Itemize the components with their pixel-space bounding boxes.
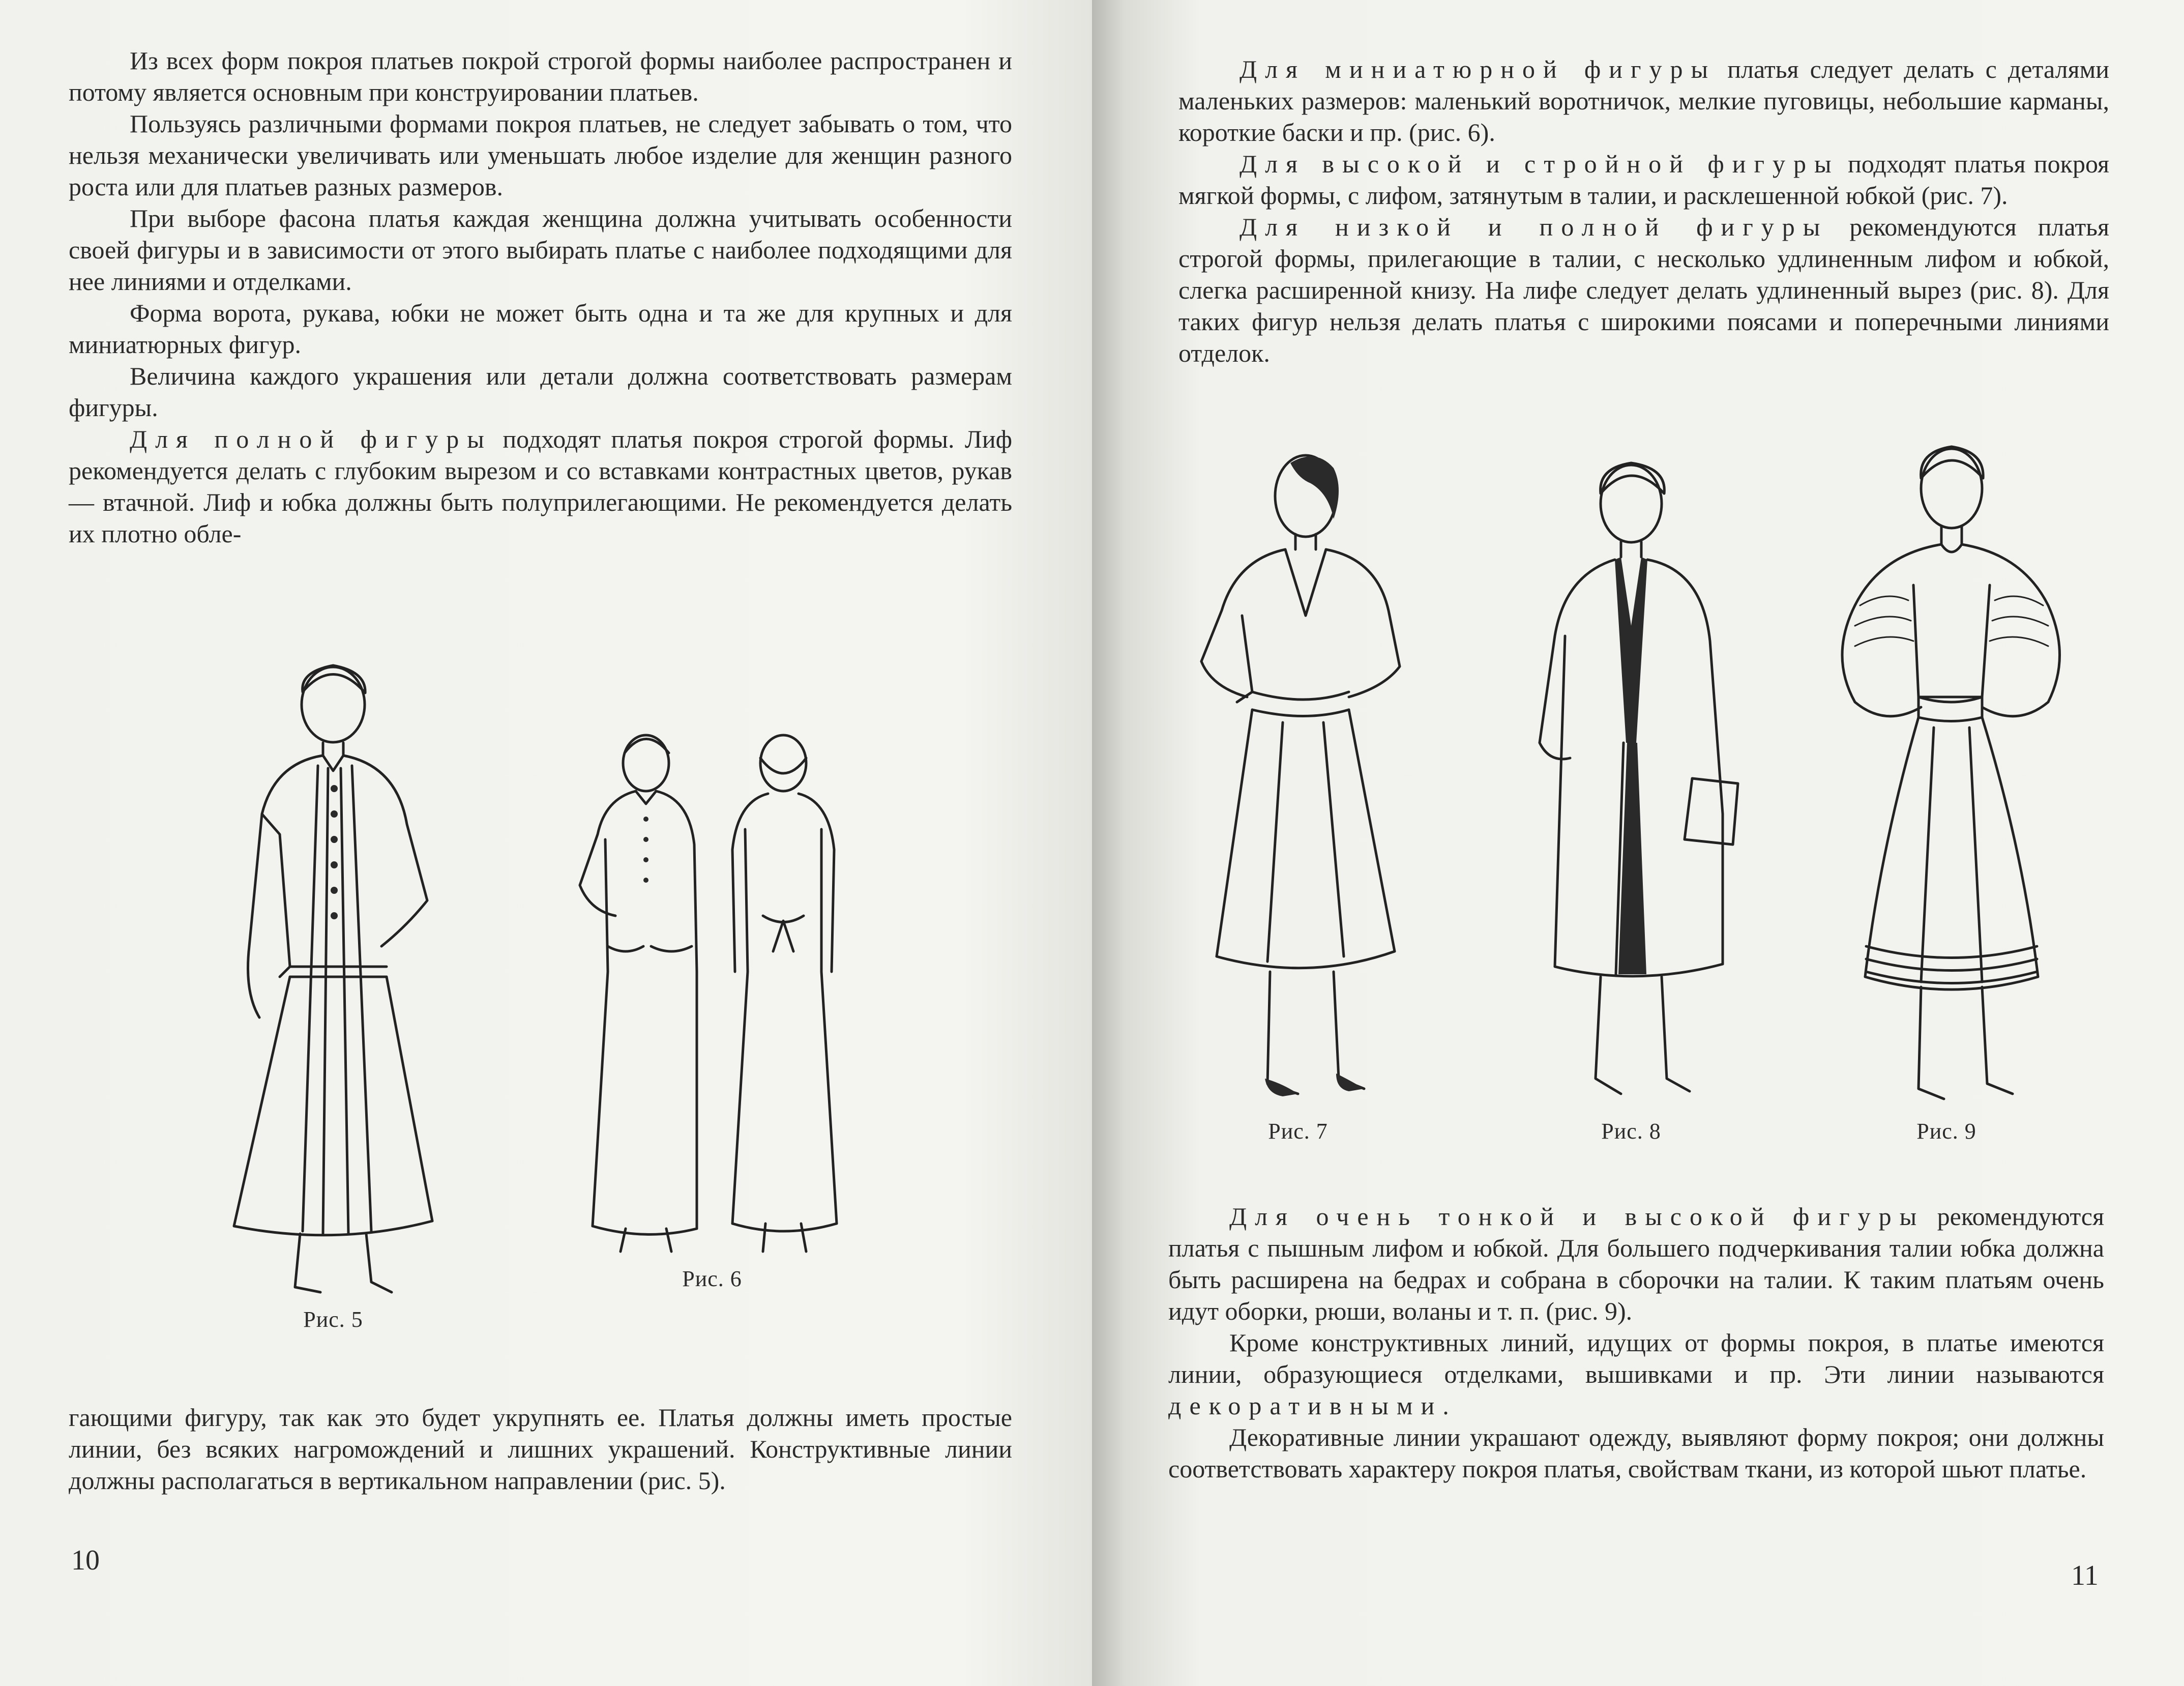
figure-6 bbox=[570, 728, 854, 1292]
paragraph-thin-tall: Для очень тонкой и высокой фигуры рекомендуются платья с пышным лифом и юбкой. Для большего подчеркивания талии юбка должна быть расширена на бедрах и собрана в сборочки на талии. К таким платьям очень идут оборки, рюши, воланы и т. п. (рис. 9). bbox=[1168, 1202, 2105, 1325]
paragraph: При выборе фасона платья каждая женщина должна учитывать особенности своей фигуры и в зависимости от этого выбирать платье с наиболее подходящими для нее линиями и отделками. bbox=[69, 204, 1012, 296]
dress-illustration bbox=[570, 728, 854, 1257]
paragraph: Пользуясь различными формами покроя платьев, не следует забывать о том, что нельзя механически увеличивать или уменьшать любое изделие для женщин разного роста или для платьев разных размеров. bbox=[69, 109, 1012, 201]
paragraph-short-full: Для низкой и полной фигуры рекомендуются платья строгой формы, прилегающие в талии, с несколько удлиненным лифом и юбкой, слегка расширенной книзу. На лифе следует делать удлиненный вырез (рис. 8). Для таких фигур нельзя делать платья с широкими поясами и поперечными линиями отделок. bbox=[1178, 213, 2109, 367]
paragraph: Величина каждого украшения или детали должна соответствовать размерам фигуры. bbox=[69, 362, 1012, 422]
paragraph-miniature: Для миниатюрной фигуры платья следует делать с деталями маленьких размеров: маленький воротничок, мелкие пуговицы, небольшие карманы, короткие баски и пр. (рис. 6). bbox=[1178, 55, 2109, 147]
dress-illustration bbox=[214, 661, 453, 1297]
right-text-bottom bbox=[1168, 1201, 2104, 1485]
left-text-bottom bbox=[69, 1402, 1012, 1496]
figure-caption: Рис. 8 bbox=[1601, 1119, 1661, 1144]
paragraph-tall-slim: Для высокой и стройной фигуры подходят платья покроя мягкой формы, с лифом, затянутым в талии, и расклешенной юбкой (рис. 7). bbox=[1178, 150, 2109, 210]
coat-illustration bbox=[1514, 458, 1748, 1109]
dress-illustration bbox=[1819, 443, 2074, 1109]
figure-8 bbox=[1514, 458, 1748, 1144]
paragraph: Декоративные линии украшают одежду, выявляют форму покроя; они должны соответствовать характеру покроя платья, свойствам ткани, из которой шьют платье. bbox=[1168, 1423, 2104, 1483]
figure-caption: Рис. 6 bbox=[682, 1266, 742, 1291]
figure-7 bbox=[1181, 448, 1415, 1144]
dress-illustration bbox=[1181, 448, 1415, 1109]
right-page bbox=[1092, 0, 2184, 1686]
left-text-top bbox=[69, 45, 1012, 549]
figure-caption: Рис. 5 bbox=[303, 1307, 363, 1332]
page-number: 11 bbox=[2071, 1560, 2099, 1591]
paragraph: Форма ворота, рукава, юбки не может быть одна и та же для крупных и для миниатюрных фигур. bbox=[69, 299, 1012, 359]
figure-9 bbox=[1819, 443, 2074, 1144]
figure-5 bbox=[214, 661, 453, 1332]
paragraph-decorative: Кроме конструктивных линий, идущих от формы покроя, в платье имеются линии, образующиеся отделками, вышивками и пр. Эти линии называются декоративными. bbox=[1168, 1328, 2104, 1420]
page-number: 10 bbox=[71, 1545, 100, 1576]
emphasis: Для полной фигуры bbox=[130, 425, 492, 453]
paragraph: Из всех форм покроя платьев покрой строгой формы наиболее распространен и потому является основным при конструировании платьев. bbox=[69, 46, 1012, 106]
figure-caption: Рис. 9 bbox=[1916, 1119, 1976, 1144]
figure-caption: Рис. 7 bbox=[1268, 1119, 1328, 1144]
right-text-top bbox=[1178, 53, 2109, 369]
paragraph-continuation: гающими фигуру, так как это будет укрупнять ее. Платья должны иметь простые линии, без всяких нагромождений и лишних украшений. Конструктивные линии должны располагаться в вертикальном направлении (рис. 5). bbox=[69, 1403, 1012, 1495]
paragraph-full-figure: Для полной фигуры подходят платья покроя строгой формы. Лиф рекомендуется делать с глубоким вырезом и со вставками контрастных цветов, рукав — втачной. Лиф и юбка должны быть полуприлегающими. Не рекомендуется делать их плотно обле- bbox=[69, 425, 1012, 548]
